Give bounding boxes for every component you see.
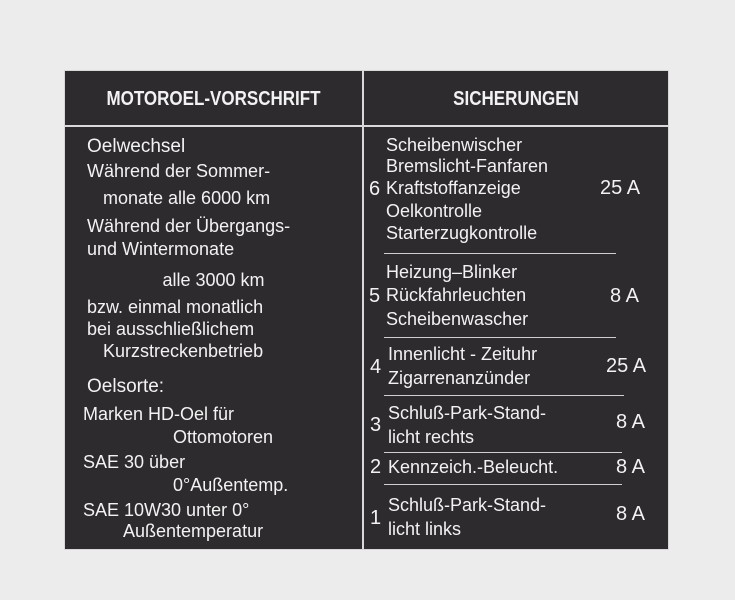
fuse-line: Heizung–Blinker [386,262,518,282]
fuse-line: Zigarrenanzünder [388,368,531,388]
fuse-number: 3 [370,414,382,436]
fuse-line: Schluß-Park-Stand- [388,495,547,515]
oil-column [65,71,362,549]
row-separator [384,395,624,396]
oelsorte-heading: Oelsorte: [87,376,165,397]
oil-line: Kurzstreckenbetrieb [103,341,264,361]
fuse-column [364,71,668,549]
row-separator [384,253,616,254]
row-separator [384,337,616,338]
oil-title: MOTOROEL-VORSCHRIFT [106,88,321,110]
fuse-number: 1 [370,507,382,529]
fuse-line: Kraftstoffanzeige [386,178,521,198]
oil-line: und Wintermonate [87,239,235,259]
fuse-line: Bremslicht-Fanfaren [386,156,549,176]
fuse-line: Scheibenwischer [386,135,523,155]
grade-line: 0°Außentemp. [173,475,289,495]
fuse-line: licht links [388,519,462,539]
fuse-amperage: 25 A [600,177,641,199]
fuse-amperage: 8 A [616,411,645,433]
oelwechsel-heading: Oelwechsel [87,136,186,157]
fuse-amperage: 25 A [606,355,647,377]
oil-line: Während der Sommer- [87,161,271,181]
fuse-amperage: 8 A [616,456,645,478]
oil-line: bzw. einmal monatlich [87,297,264,317]
grade-line: Außentemperatur [123,521,264,541]
fuse-number: 2 [370,456,382,478]
oil-line: Während der Übergangs- [87,216,291,236]
fuse-line: Kennzeich.-Beleucht. [388,457,559,477]
fuse-number: 4 [370,356,382,378]
oil-line: monate alle 6000 km [103,188,271,208]
fuse-line: Oelkontrolle [386,201,483,221]
grade-line: SAE 10W30 unter 0° [83,500,250,520]
row-separator [384,484,622,485]
grade-line: Ottomotoren [173,427,274,447]
fuse-amperage: 8 A [616,503,645,525]
fuse-line: Schluß-Park-Stand- [388,403,547,423]
fuse-amperage: 8 A [610,285,639,307]
fuse-line: licht rechts [388,427,475,447]
fuse-and-oil-label [65,71,668,549]
fuses-title: SICHERUNGEN [453,88,579,110]
fuse-line: Rückfahrleuchten [386,285,527,305]
fuse-line: Innenlicht - Zeituhr [388,344,538,364]
fuse-number: 5 [369,285,381,307]
oil-line: bei ausschließlichem [87,319,255,339]
grade-line: SAE 30 über [83,452,186,472]
fuse-line: Scheibenwascher [386,309,529,329]
oil-line: alle 3000 km [162,270,265,290]
fuse-number: 6 [369,178,381,200]
grade-line: Marken HD-Oel für [83,404,235,424]
row-separator [384,452,622,453]
fuse-line: Starterzugkontrolle [386,223,538,243]
